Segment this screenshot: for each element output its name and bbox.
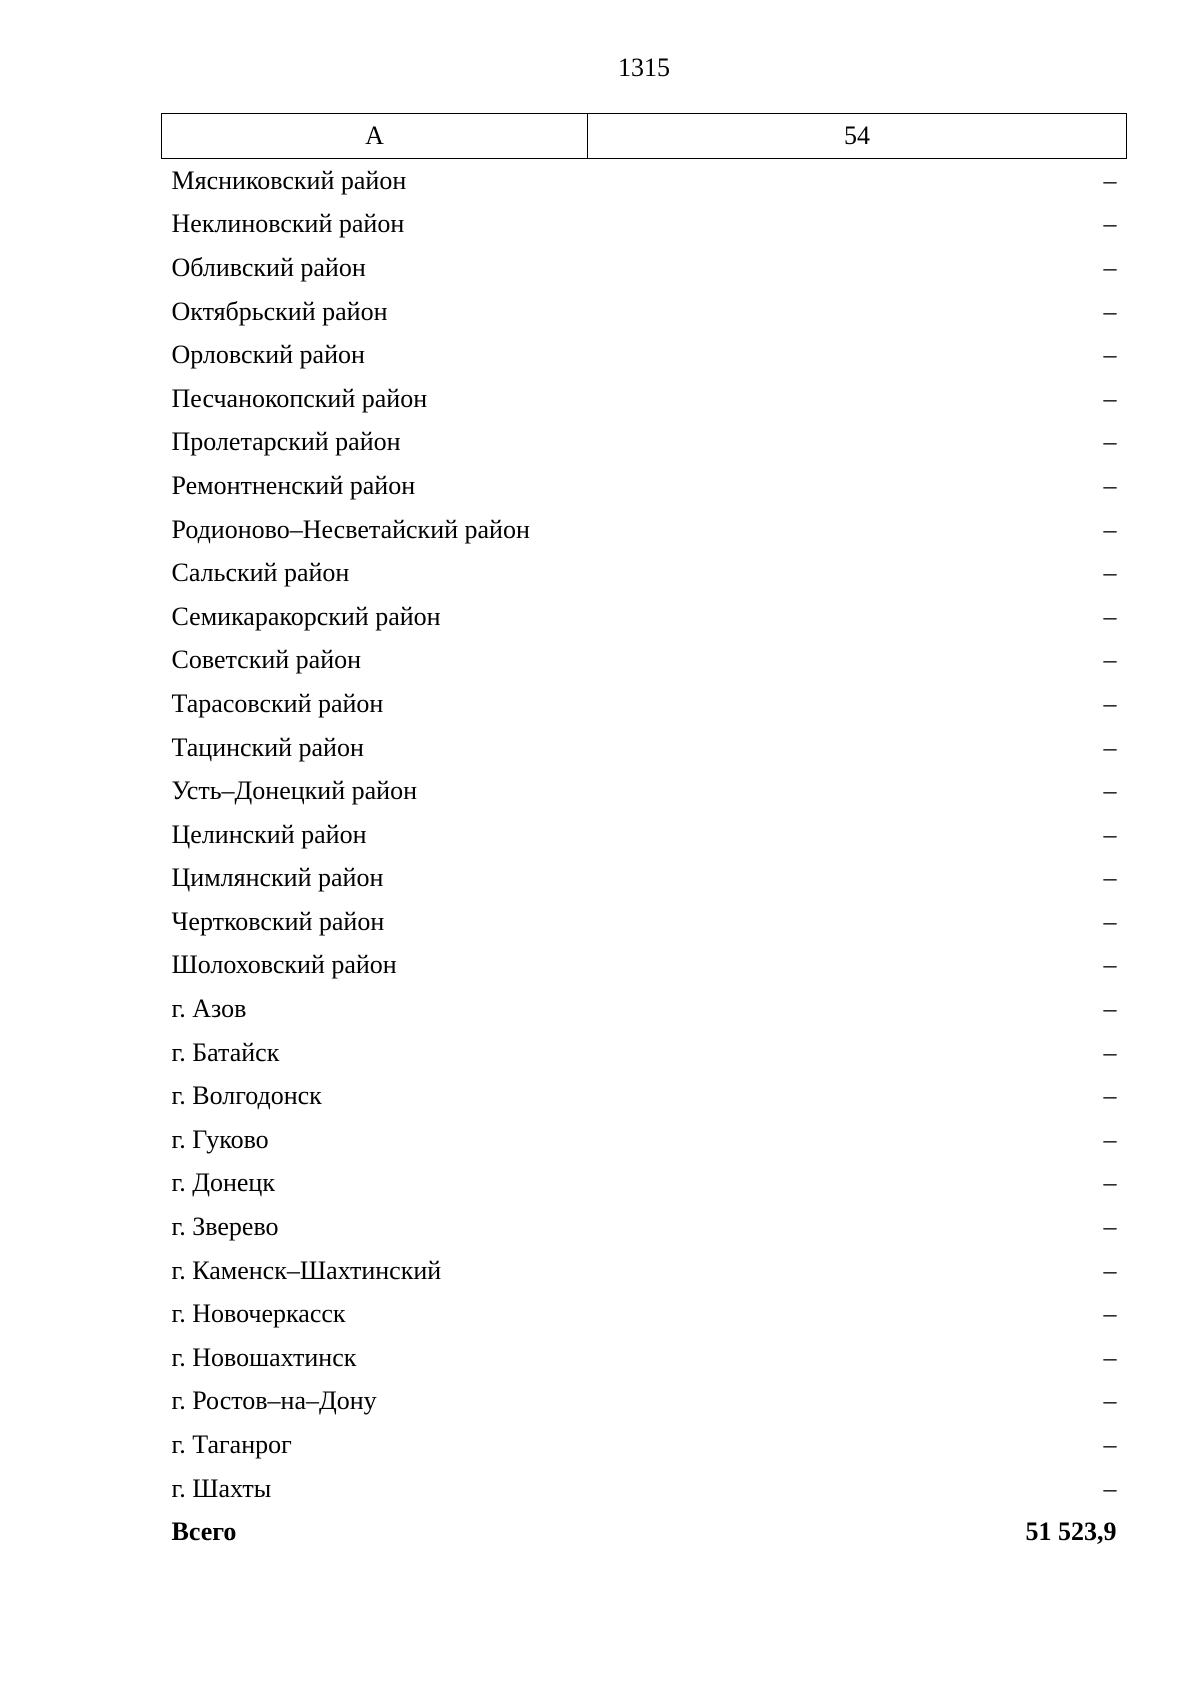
row-name: Мясниковский район [171, 165, 407, 195]
row-name: г. Новочеркасск [171, 1299, 346, 1329]
header-row [162, 114, 1127, 159]
table-row [162, 421, 1127, 465]
row-value: – [1103, 383, 1117, 413]
row-name: Песчанокопский район [171, 383, 428, 413]
row-value: – [1103, 558, 1117, 588]
table-row [162, 813, 1127, 857]
row-name: Усть–Донецкий район [171, 776, 417, 806]
table-row [162, 682, 1127, 726]
row-name: Сальский район [171, 558, 350, 588]
row-value: – [1103, 1081, 1117, 1111]
total-value: 51 523,9 [1025, 1517, 1117, 1547]
row-value: – [1103, 1430, 1117, 1460]
row-name: г. Гуково [171, 1124, 269, 1154]
row-value: – [1103, 1168, 1117, 1198]
table-row [162, 595, 1127, 639]
row-name: Шолоховский район [171, 950, 397, 980]
row-value: – [1103, 252, 1117, 282]
row-name: г. Донецк [171, 1168, 275, 1198]
row-name: г. Каменск–Шахтинский [171, 1255, 442, 1285]
table-row [162, 508, 1127, 552]
row-value: – [1103, 732, 1117, 762]
row-name: г. Шахты [171, 1473, 272, 1503]
row-value: – [1103, 688, 1117, 718]
row-name: г. Новошахтинск [171, 1342, 357, 1372]
table-row [162, 290, 1127, 334]
page-number: 1315 [618, 53, 670, 82]
row-name: Тацинский район [171, 732, 364, 762]
table-row [162, 769, 1127, 813]
row-name: Неклиновский район [171, 209, 405, 239]
row-value: – [1103, 1124, 1117, 1154]
row-name: Родионово–Несветайский район [171, 514, 530, 544]
row-value: – [1103, 645, 1117, 675]
row-value: – [1103, 1212, 1117, 1242]
row-name: г. Таганрог [171, 1430, 292, 1460]
row-value: – [1103, 906, 1117, 936]
row-value: – [1103, 209, 1117, 239]
row-value: – [1103, 863, 1117, 893]
table-row [162, 1249, 1127, 1293]
table-row [162, 1380, 1127, 1424]
row-name: Чертковский район [171, 906, 385, 936]
row-name: г. Ростов–на–Дону [171, 1386, 377, 1416]
row-name: Советский район [171, 645, 362, 675]
table-row [162, 159, 1127, 203]
total-label: Всего [171, 1517, 237, 1547]
row-name: Целинский район [171, 819, 367, 849]
row-value: – [1103, 165, 1117, 195]
row-value: – [1103, 1037, 1117, 1067]
row-name: г. Волгодонск [171, 1081, 322, 1111]
row-value: – [1103, 514, 1117, 544]
row-value: – [1103, 1342, 1117, 1372]
table-row [162, 377, 1127, 421]
row-value: – [1103, 994, 1117, 1024]
row-name: Октябрьский район [171, 296, 388, 326]
row-name: г. Зверево [171, 1212, 279, 1242]
header-cell-a: А [162, 114, 588, 159]
table-body [162, 159, 1127, 1555]
table-row [162, 944, 1127, 988]
row-value: – [1103, 950, 1117, 980]
data-table [161, 113, 1127, 1554]
row-name: Тарасовский район [171, 688, 384, 718]
row-name: Орловский район [171, 340, 365, 370]
row-name: г. Азов [171, 994, 247, 1024]
table-row [162, 639, 1127, 683]
row-value: – [1103, 1255, 1117, 1285]
row-name: Цимлянский район [171, 863, 384, 893]
table-row [162, 1292, 1127, 1336]
row-value: – [1103, 1473, 1117, 1503]
row-value: – [1103, 819, 1117, 849]
table-row [162, 1074, 1127, 1118]
table-row [162, 464, 1127, 508]
table-row [162, 1031, 1127, 1075]
table-row [162, 333, 1127, 377]
table-row [162, 1118, 1127, 1162]
total-row [162, 1510, 1127, 1554]
row-name: Пролетарский район [171, 427, 401, 457]
table-row [162, 1467, 1127, 1511]
row-value: – [1103, 427, 1117, 457]
row-value: – [1103, 776, 1117, 806]
table-row [162, 987, 1127, 1031]
table-row [162, 900, 1127, 944]
row-name: Обливский район [171, 252, 366, 282]
table-header [162, 114, 1127, 159]
table-row [162, 1336, 1127, 1380]
row-value: – [1103, 1299, 1117, 1329]
row-name: г. Батайск [171, 1037, 280, 1067]
table-row [162, 551, 1127, 595]
row-value: – [1103, 296, 1117, 326]
row-value: – [1103, 340, 1117, 370]
table-row [162, 1423, 1127, 1467]
header-cell-54: 54 [588, 114, 1127, 159]
table-row [162, 857, 1127, 901]
row-value: – [1103, 601, 1117, 631]
table-row [162, 246, 1127, 290]
table-row [162, 1162, 1127, 1206]
table-row [162, 726, 1127, 770]
row-value: – [1103, 1386, 1117, 1416]
table-row [162, 203, 1127, 247]
table-row [162, 1205, 1127, 1249]
row-name: Ремонтненский район [171, 470, 416, 500]
row-value: – [1103, 470, 1117, 500]
row-name: Семикаракорский район [171, 601, 441, 631]
